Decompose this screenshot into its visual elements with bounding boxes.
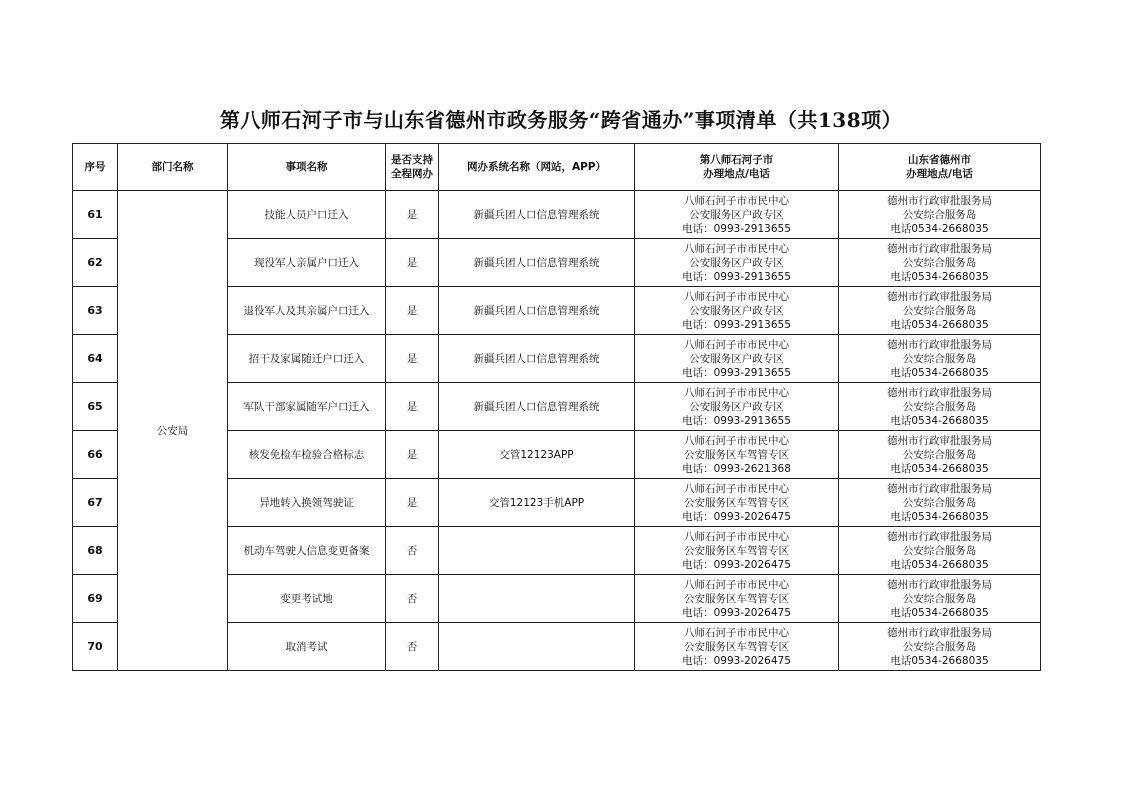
address-line: 公安服务区户政专区	[689, 304, 784, 317]
address-line: 电话0534-2668035	[890, 558, 989, 571]
cell-dz-address	[839, 287, 1041, 335]
address-line: 公安综合服务岛	[902, 544, 977, 557]
header-dept: 部门名称	[118, 144, 228, 191]
address-line: 公安服务区户政专区	[689, 256, 784, 269]
address-line: 公安服务区车驾管专区	[684, 592, 789, 605]
header-full-online-line: 是否支持	[391, 154, 433, 166]
address-line: 电话0534-2668035	[890, 414, 989, 427]
cell-system: 新疆兵团人口信息管理系统	[439, 239, 635, 287]
cell-shz-address	[635, 191, 839, 239]
address-line: 公安综合服务岛	[902, 448, 977, 461]
address-line: 电话：0993-2913655	[682, 222, 791, 235]
header-shz	[635, 144, 839, 191]
table-row	[73, 191, 1041, 239]
cell-seq: 69	[73, 575, 118, 623]
address-line: 电话0534-2668035	[890, 366, 989, 379]
address-line: 公安服务区车驾管专区	[684, 496, 789, 509]
cell-online: 是	[386, 239, 439, 287]
address-line: 电话：0993-2913655	[682, 414, 791, 427]
cell-item: 异地转入换领驾驶证	[228, 479, 386, 527]
address-line: 八师石河子市市民中心	[684, 626, 789, 639]
address-line: 公安综合服务岛	[902, 640, 977, 653]
cell-dz-address	[839, 527, 1041, 575]
table-body	[73, 191, 1041, 671]
address-line: 德州市行政审批服务局	[887, 242, 992, 255]
cell-dz-address	[839, 191, 1041, 239]
cell-system	[439, 527, 635, 575]
address-line: 八师石河子市市民中心	[684, 578, 789, 591]
cell-item: 变更考试地	[228, 575, 386, 623]
address-line: 公安服务区车驾管专区	[684, 640, 789, 653]
cell-dz-address	[839, 239, 1041, 287]
cell-seq: 66	[73, 431, 118, 479]
cell-seq: 68	[73, 527, 118, 575]
cell-item: 退役军人及其亲属户口迁入	[228, 287, 386, 335]
address-line: 公安服务区车驾管专区	[684, 544, 789, 557]
cell-online: 是	[386, 287, 439, 335]
cell-system	[439, 575, 635, 623]
table-header-row	[73, 144, 1041, 191]
address-line: 公安综合服务岛	[902, 208, 977, 221]
cell-dz-address	[839, 431, 1041, 479]
cell-shz-address	[635, 239, 839, 287]
cell-online: 是	[386, 191, 439, 239]
header-shz-line: 办理地点/电话	[703, 168, 770, 180]
address-line: 德州市行政审批服务局	[887, 530, 992, 543]
cell-item: 取消考试	[228, 623, 386, 671]
cell-online: 是	[386, 431, 439, 479]
header-dz-line: 山东省德州市	[908, 154, 971, 166]
address-line: 公安综合服务岛	[902, 496, 977, 509]
address-line: 电话0534-2668035	[890, 462, 989, 475]
address-line: 电话：0993-2026475	[682, 654, 791, 667]
address-line: 电话0534-2668035	[890, 606, 989, 619]
address-line: 公安服务区户政专区	[689, 352, 784, 365]
cell-system: 新疆兵团人口信息管理系统	[439, 287, 635, 335]
address-line: 公安服务区车驾管专区	[684, 448, 789, 461]
address-line: 电话0534-2668035	[890, 510, 989, 523]
cell-seq: 70	[73, 623, 118, 671]
cell-item: 核发免检车检验合格标志	[228, 431, 386, 479]
cell-item: 军队干部家属随军户口迁入	[228, 383, 386, 431]
cell-shz-address	[635, 287, 839, 335]
cell-dz-address	[839, 479, 1041, 527]
address-line: 电话：0993-2913655	[682, 366, 791, 379]
cell-system: 交管12123手机APP	[439, 479, 635, 527]
page-title: 第八师石河子市与山东省德州市政务服务“跨省通办”事项清单（共138项）	[219, 108, 903, 132]
cell-seq: 61	[73, 191, 118, 239]
address-line: 电话0534-2668035	[890, 318, 989, 331]
cell-system: 新疆兵团人口信息管理系统	[439, 191, 635, 239]
address-line: 八师石河子市市民中心	[684, 242, 789, 255]
cell-dz-address	[839, 383, 1041, 431]
cell-shz-address	[635, 527, 839, 575]
address-line: 电话：0993-2026475	[682, 558, 791, 571]
header-dz-line: 办理地点/电话	[906, 168, 973, 180]
address-line: 电话0534-2668035	[890, 222, 989, 235]
address-line: 电话0534-2668035	[890, 270, 989, 283]
cell-shz-address	[635, 431, 839, 479]
address-line: 电话：0993-2913655	[682, 270, 791, 283]
address-line: 德州市行政审批服务局	[887, 626, 992, 639]
cell-dz-address	[839, 623, 1041, 671]
address-line: 公安服务区户政专区	[689, 400, 784, 413]
cell-online: 否	[386, 623, 439, 671]
address-line: 公安综合服务岛	[902, 400, 977, 413]
address-line: 电话：0993-2621368	[682, 462, 791, 475]
address-line: 公安服务区户政专区	[689, 208, 784, 221]
cell-shz-address	[635, 623, 839, 671]
address-line: 公安综合服务岛	[902, 256, 977, 269]
address-line: 电话0534-2668035	[890, 654, 989, 667]
address-line: 电话：0993-2026475	[682, 510, 791, 523]
cell-seq: 67	[73, 479, 118, 527]
address-line: 德州市行政审批服务局	[887, 482, 992, 495]
cell-item: 技能人员户口迁入	[228, 191, 386, 239]
cell-system	[439, 623, 635, 671]
cell-shz-address	[635, 383, 839, 431]
address-line: 八师石河子市市民中心	[684, 434, 789, 447]
cell-system: 交管12123APP	[439, 431, 635, 479]
header-system: 网办系统名称（网站，APP）	[439, 144, 635, 191]
header-seq: 序号	[73, 144, 118, 191]
address-line: 电话：0993-2026475	[682, 606, 791, 619]
address-line: 八师石河子市市民中心	[684, 530, 789, 543]
address-line: 八师石河子市市民中心	[684, 386, 789, 399]
cell-online: 是	[386, 479, 439, 527]
address-line: 德州市行政审批服务局	[887, 386, 992, 399]
address-line: 八师石河子市市民中心	[684, 482, 789, 495]
address-line: 八师石河子市市民中心	[684, 290, 789, 303]
cell-dz-address	[839, 335, 1041, 383]
address-line: 德州市行政审批服务局	[887, 290, 992, 303]
cell-online: 否	[386, 527, 439, 575]
cell-shz-address	[635, 575, 839, 623]
address-line: 德州市行政审批服务局	[887, 578, 992, 591]
cell-online: 是	[386, 383, 439, 431]
header-shz-line: 第八师石河子市	[699, 154, 774, 166]
address-line: 德州市行政审批服务局	[887, 194, 992, 207]
address-line: 公安综合服务岛	[902, 592, 977, 605]
cell-system: 新疆兵团人口信息管理系统	[439, 383, 635, 431]
address-line: 电话：0993-2913655	[682, 318, 791, 331]
cell-seq: 64	[73, 335, 118, 383]
cell-dz-address	[839, 575, 1041, 623]
header-dz	[839, 144, 1041, 191]
cell-item: 机动车驾驶人信息变更备案	[228, 527, 386, 575]
cell-seq: 63	[73, 287, 118, 335]
address-line: 八师石河子市市民中心	[684, 194, 789, 207]
address-line: 八师石河子市市民中心	[684, 338, 789, 351]
address-line: 公安综合服务岛	[902, 352, 977, 365]
cell-online: 否	[386, 575, 439, 623]
cell-seq: 62	[73, 239, 118, 287]
cell-shz-address	[635, 479, 839, 527]
address-line: 公安综合服务岛	[902, 304, 977, 317]
cell-dept: 公安局	[118, 191, 228, 671]
header-item: 事项名称	[228, 144, 386, 191]
header-full-online-line: 全程网办	[391, 168, 433, 180]
cell-item: 现役军人亲属户口迁入	[228, 239, 386, 287]
cell-seq: 65	[73, 383, 118, 431]
cell-item: 招干及家属随迁户口迁入	[228, 335, 386, 383]
cell-shz-address	[635, 335, 839, 383]
header-full-online	[386, 144, 439, 191]
cell-system: 新疆兵团人口信息管理系统	[439, 335, 635, 383]
address-line: 德州市行政审批服务局	[887, 434, 992, 447]
service-table	[72, 143, 1041, 671]
cell-online: 是	[386, 335, 439, 383]
address-line: 德州市行政审批服务局	[887, 338, 992, 351]
